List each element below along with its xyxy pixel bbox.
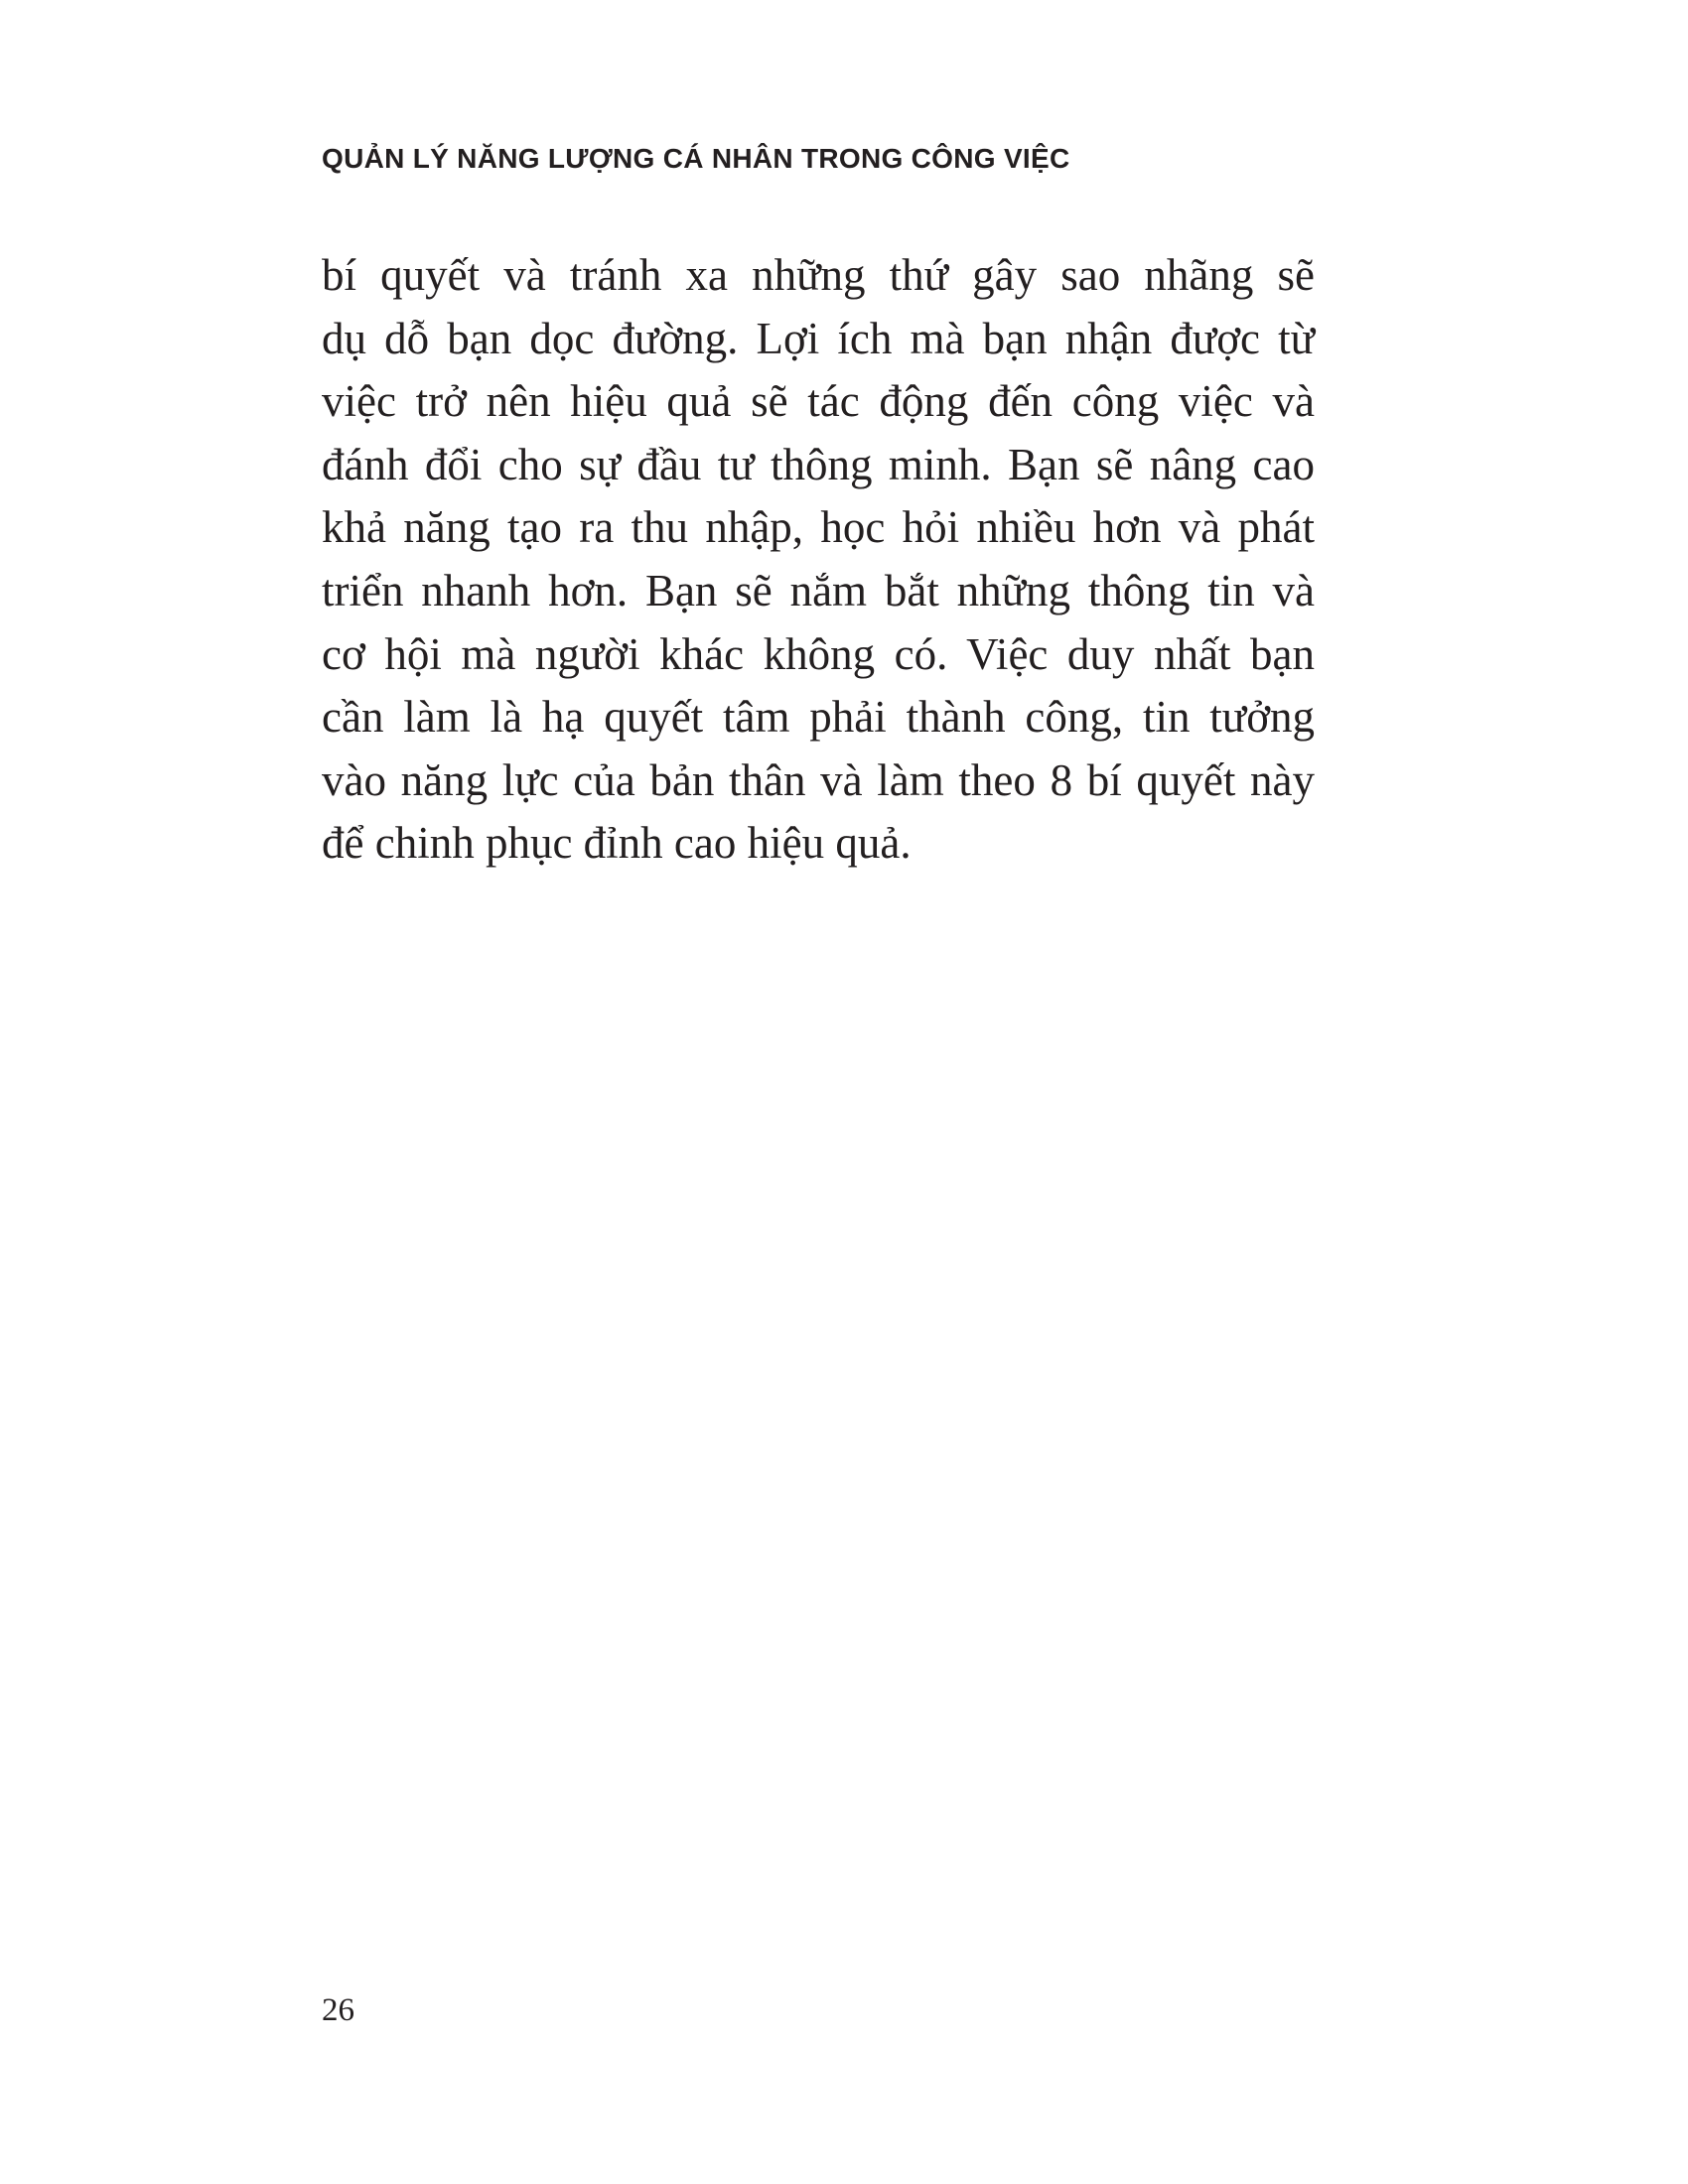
paragraph-line: triển nhanh hơn. Bạn sẽ nắm bắt những thông tin và xyxy=(322,565,1315,615)
paragraph-line: việc trở nên hiệu quả sẽ tác động đến công việc và xyxy=(322,376,1315,427)
page-number: 26 xyxy=(322,1992,354,2028)
paragraph-line: để chinh phục đỉnh cao hiệu quả. xyxy=(322,818,912,869)
paragraph-line: đánh đổi cho sự đầu tư thông minh. Bạn sẽ nâng cao xyxy=(322,439,1315,489)
paragraph-line: bí quyết và tránh xa những thứ gây sao nhãng sẽ xyxy=(322,250,1315,300)
paragraph-line: cơ hội mà người khác không có. Việc duy nhất bạn xyxy=(322,628,1315,679)
running-header: QUẢN LÝ NĂNG LƯỢNG CÁ NHÂN TRONG CÔNG VIỆC xyxy=(322,143,1070,174)
paragraph-line: dụ dỗ bạn dọc đường. Lợi ích mà bạn nhận được từ xyxy=(322,313,1315,363)
paragraph-line: vào năng lực của bản thân và làm theo 8 bí quyết này xyxy=(322,754,1315,805)
body-paragraph xyxy=(322,244,1315,876)
paragraph-line: cần làm là hạ quyết tâm phải thành công, tin tưởng xyxy=(322,692,1315,743)
paragraph-line: khả năng tạo ra thu nhập, học hỏi nhiều hơn và phát xyxy=(322,502,1315,553)
